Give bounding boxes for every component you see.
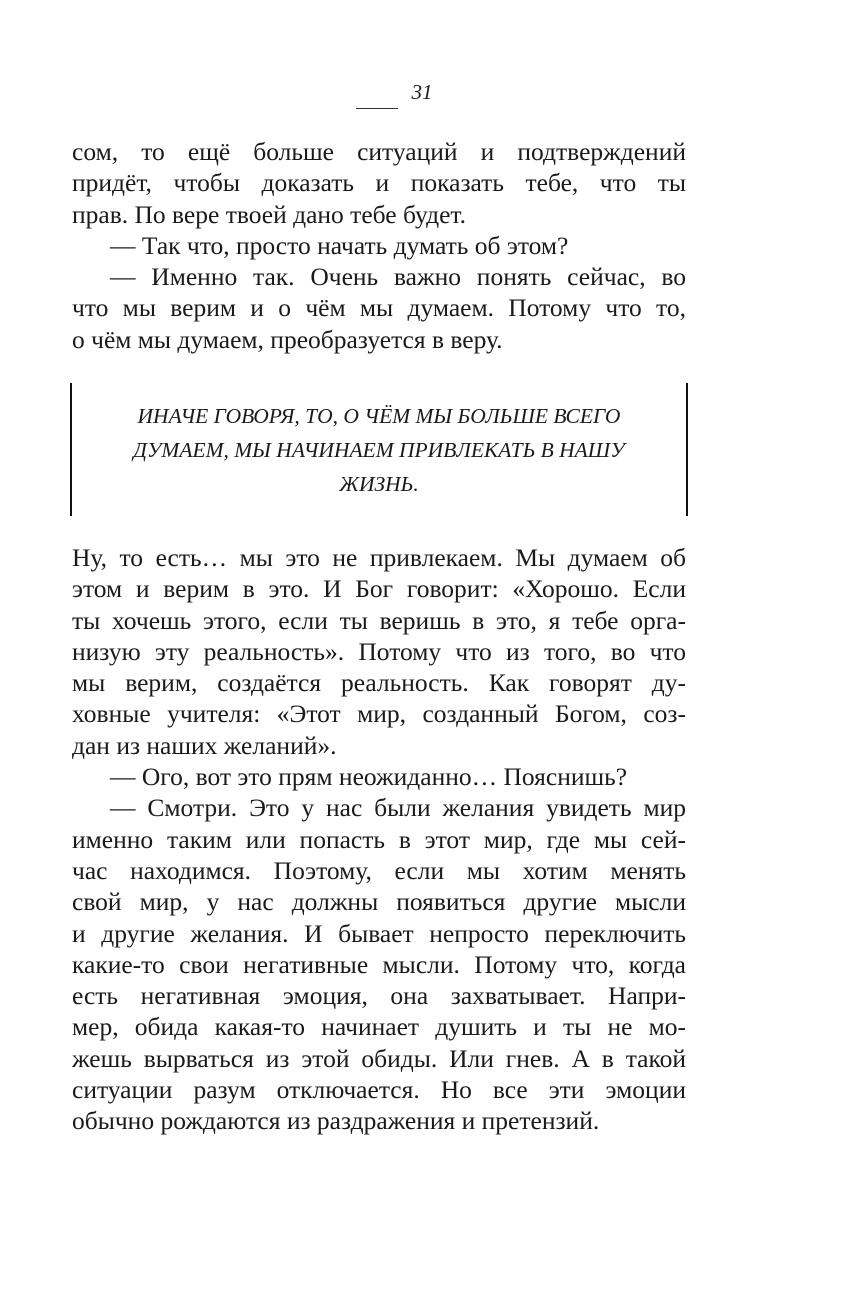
text-line: какие-то свои негативные мысли. Потому что, когда: [72, 949, 686, 979]
text-block-bottom: [72, 542, 686, 1137]
text-line: о чём мы думаем, преобразуется в веру.: [72, 324, 503, 354]
text-line: час находимся. Поэтому, если мы хотим менять: [72, 855, 686, 885]
quote-line: ИНАЧЕ ГОВОРЯ, ТО, О ЧЁМ МЫ БОЛЬШЕ ВСЕГО: [137, 404, 621, 428]
text-line: — Так что, просто начать думать об этом?: [110, 230, 569, 260]
quote-line: ДУМАЕМ, МЫ НАЧИНАЕМ ПРИВЛЕКАТЬ В НАШУ: [133, 438, 625, 462]
text-line: этом и верим в это. И Бог говорит: «Хорошо. Если: [72, 574, 686, 604]
text-line: Ну, то есть… мы это не привлекаем. Мы думаем об: [72, 543, 686, 572]
text-line: — Ого, вот это прям неожиданно… Пояснишь?: [110, 762, 628, 792]
pull-quote: [70, 383, 688, 516]
text-line: свой мир, у нас должны появиться другие мысли: [72, 887, 686, 917]
text-line: мер, обида какая-то начинает душить и ты не мо-: [72, 1012, 686, 1042]
text-line: и другие желания. И бывает непросто переключить: [72, 918, 686, 948]
text-line: ситуации разум отключается. Но все эти эмоции: [72, 1075, 686, 1105]
text-line: есть негативная эмоция, она захватывает. Напри-: [72, 981, 686, 1011]
quote-line: ЖИЗНЬ.: [339, 472, 419, 496]
text-line: — Смотри. Это у нас были желания увидеть мир: [110, 793, 686, 823]
text-line: именно таким или попасть в этот мир, где мы сей-: [72, 824, 686, 854]
text-line: мы верим, создаётся реальность. Как говорят ду-: [72, 668, 686, 698]
text-line: дан из наших желаний».: [72, 730, 337, 760]
text-line: — Именно так. Очень важно понять сейчас, во: [110, 262, 686, 292]
text-line: низую эту реальность». Потому что из того, во что: [72, 636, 686, 666]
text-line: придёт, чтобы доказать и показать тебе, что ты: [72, 168, 686, 198]
text-line: ховные учителя: «Этот мир, созданный Богом, соз-: [72, 699, 686, 729]
text-line: сом, то ещё больше ситуаций и подтверждений: [72, 137, 686, 166]
text-line: обычно рождаются из раздражения и претензий.: [72, 1106, 600, 1136]
text-line: что мы верим и о чём мы думаем. Потому что то,: [72, 293, 686, 323]
page-number-rule: [356, 108, 398, 109]
text-line: ты хочешь этого, если ты веришь в это, я тебе орга-: [72, 605, 686, 635]
text-line: жешь вырваться из этой обиды. Или гнев. А в такой: [72, 1043, 686, 1073]
text-block-top: [72, 136, 686, 355]
page-number: 31: [411, 80, 433, 104]
text-line: прав. По вере твоей дано тебе будет.: [72, 199, 467, 229]
